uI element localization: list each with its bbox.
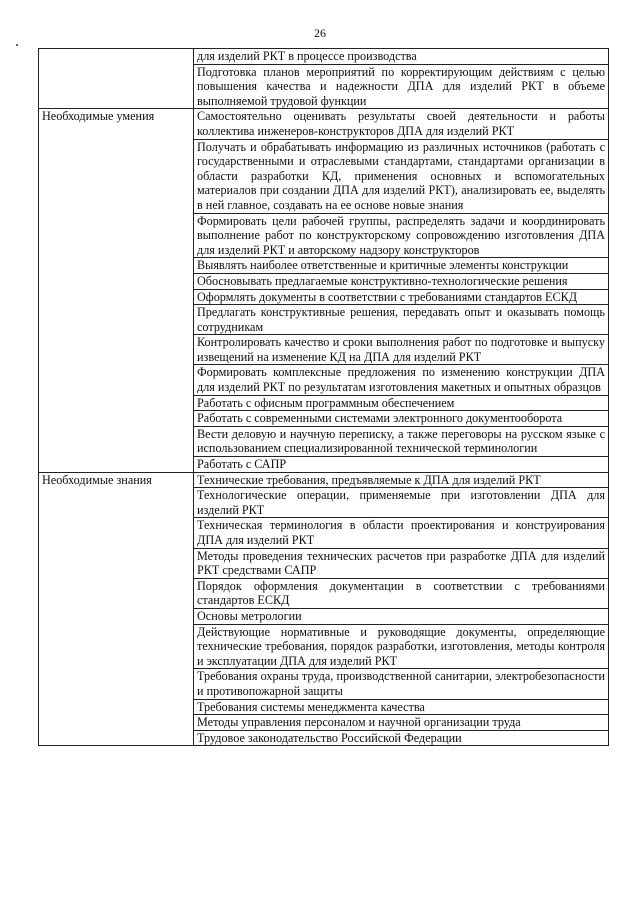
requirement-cell: Техническая терминология в области проектирования и конструирования ДПА для изделий РКТ <box>194 518 609 548</box>
requirement-cell: Основы метрологии <box>194 608 609 624</box>
section-label: Необходимые умения <box>39 109 194 472</box>
requirement-cell: для изделий РКТ в процессе производства <box>194 49 609 65</box>
requirement-cell: Самостоятельно оценивать результаты своей деятельности и работы коллектива инженеров-конструкторов ДПА для изделий РКТ <box>194 109 609 139</box>
requirement-cell: Действующие нормативные и руководящие документы, определяющие технические требования, порядок разработки, изготовления, методы контроля и эксплуатации ДПА для изделий РКТ <box>194 624 609 669</box>
requirement-cell: Предлагать конструктивные решения, передавать опыт и оказывать помощь сотрудникам <box>194 305 609 335</box>
table-row <box>39 109 609 139</box>
requirement-cell: Работать с современными системами электронного документооборота <box>194 411 609 427</box>
requirement-cell: Контролировать качество и сроки выполнения работ по подготовке и выпуску извещений на изменение КД на ДПА для изделий РКТ <box>194 335 609 365</box>
requirement-cell: Вести деловую и научную переписку, а также переговоры на русском языке с использованием специализированной технической терминологии <box>194 426 609 456</box>
requirement-cell: Методы проведения технических расчетов при разработке ДПА для изделий РКТ средствами САПР <box>194 548 609 578</box>
requirement-cell: Формировать комплексные предложения по изменению конструкции ДПА для изделий РКТ по результатам изготовления макетных и опытных образцов <box>194 365 609 395</box>
requirement-cell: Выявлять наиболее ответственные и критичные элементы конструкции <box>194 258 609 274</box>
competency-table-body <box>39 49 609 746</box>
requirement-cell: Формировать цели рабочей группы, распределять задачи и координировать выполнение работ по конструкторскому сопровождению изготовления ДПА для изделий РКТ и авторскому надзору конструкторов <box>194 213 609 258</box>
requirement-cell: Трудовое законодательство Российской Федерации <box>194 730 609 746</box>
requirement-cell: Требования системы менеджмента качества <box>194 699 609 715</box>
requirement-cell: Технологические операции, применяемые при изготовлении ДПА для изделий РКТ <box>194 488 609 518</box>
requirement-cell: Методы управления персоналом и научной организации труда <box>194 715 609 731</box>
requirement-cell: Порядок оформления документации в соответствии с требованиями стандартов ЕСКД <box>194 578 609 608</box>
requirement-cell: Подготовка планов мероприятий по корректирующим действиям с целью повышения качества и надежности ДПА для изделий РКТ в объеме выполняемой трудовой функции <box>194 64 609 109</box>
requirement-cell: Технические требования, предъявляемые к ДПА для изделий РКТ <box>194 472 609 488</box>
requirement-cell: Работать с САПР <box>194 457 609 473</box>
table-row <box>39 49 609 65</box>
table-row <box>39 472 609 488</box>
requirement-cell: Получать и обрабатывать информацию из различных источников (работать с государственными и отраслевыми стандартами, стандартами организации в области разработки КД, применения основных и вспомогательных материалов при создании ДПА для изделий РКТ), анализировать ее, выделять в ней главное, создавать на ее основе новые знания <box>194 139 609 213</box>
section-label <box>39 49 194 109</box>
section-label: Необходимые знания <box>39 472 194 746</box>
requirement-cell: Оформлять документы в соответствии с требованиями стандартов ЕСКД <box>194 289 609 305</box>
requirement-cell: Требования охраны труда, производственной санитарии, электробезопасности и противопожарной защиты <box>194 669 609 699</box>
competency-table <box>38 48 609 746</box>
page-number: 26 <box>314 26 326 40</box>
scan-dot-mark <box>16 44 18 46</box>
requirement-cell: Работать с офисным программным обеспечением <box>194 395 609 411</box>
requirement-cell: Обосновывать предлагаемые конструктивно-технологические решения <box>194 273 609 289</box>
